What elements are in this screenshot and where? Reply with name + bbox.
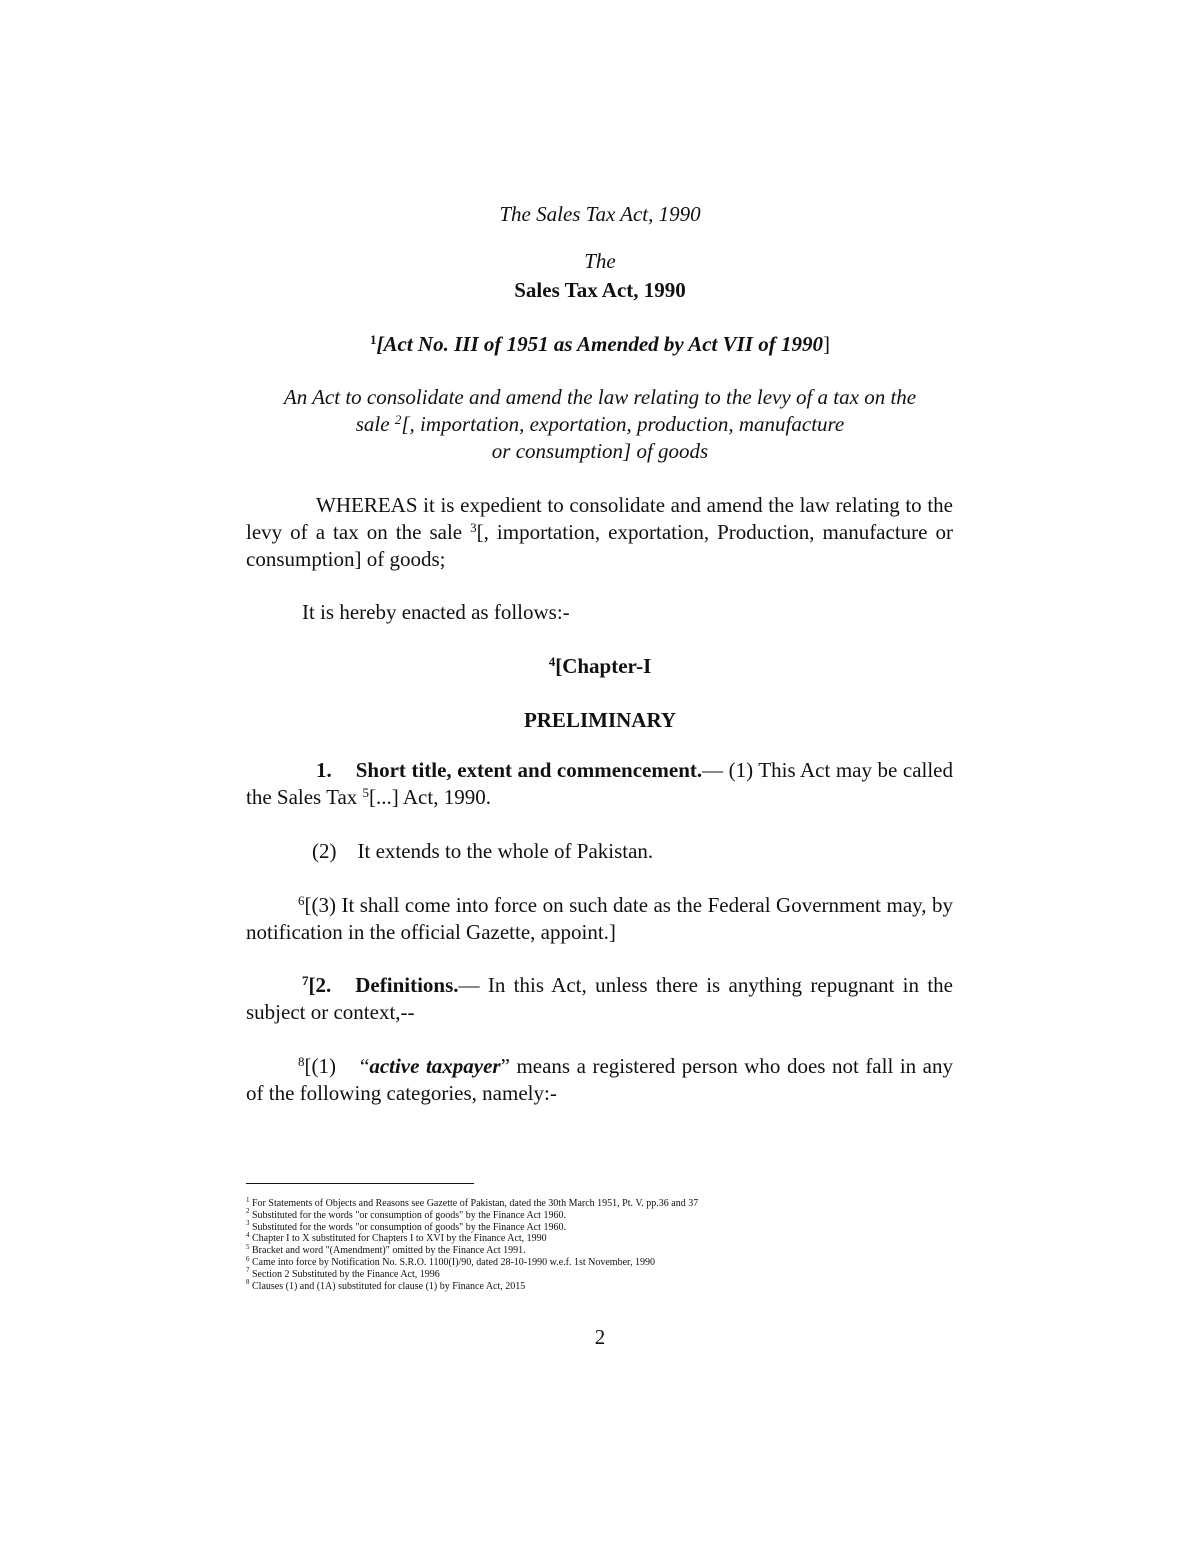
preliminary-heading: PRELIMINARY [523, 708, 677, 732]
footnote [246, 1242, 953, 1257]
footnote-mark: 8 [246, 1278, 250, 1287]
chapter-heading-text: [Chapter-I [555, 654, 652, 678]
preamble-line-2-a: sale [355, 412, 395, 436]
section-1-sub1-b: [...] Act, 1990. [369, 785, 491, 809]
whereas-part-1: WHEREAS it is expedient to consolidate and amend the law relating to the levy of a tax on the sale [246, 493, 953, 544]
act-reference [0, 331, 1200, 358]
footnote-text: Section 2 Substituted by the Finance Act, 1996 [252, 1268, 440, 1280]
footnote-text: Came into force by Notification No. S.R.O. 1100(I)/90, dated 28-10-1990 w.e.f. 1st November, 1990 [252, 1256, 655, 1268]
footnote-ref-5: 5 [362, 785, 370, 800]
footnote-ref-1: 1 [370, 332, 377, 347]
section-2-paragraph [246, 972, 953, 1026]
clause-1-paragraph [246, 1053, 953, 1107]
page-number: 2 [594, 1325, 606, 1349]
section-1-heading: Short title, extent and commencement. [355, 758, 703, 782]
act-reference-text: [Act No. III of 1951 as Amended by Act VII of 1990 [376, 332, 823, 356]
whereas-paragraph [246, 492, 953, 573]
section-1-sub-2: (2) It extends to the whole of Pakistan. [312, 839, 654, 863]
footnote-ref-8: 8 [298, 1054, 305, 1069]
footnote [246, 1278, 953, 1293]
preamble-line-2-b: [, importation, exportation, production, manufacture [401, 412, 845, 436]
clause-1-term: active taxpayer [369, 1054, 501, 1078]
preamble-line-1: An Act to consolidate and amend the law relating to the levy of a tax on the [283, 385, 917, 409]
clause-1-open-quote: “ [359, 1054, 370, 1078]
running-title: The Sales Tax Act, 1990 [499, 202, 701, 226]
footnote [246, 1219, 953, 1234]
footnote-text: Chapter I to X substituted for Chapters I to XVI by the Finance Act, 1990 [252, 1233, 547, 1245]
footnote-text: For Statements of Objects and Reasons see Gazette of Pakistan, dated the 30th March 1951, Pt. V. pp.36 and 37 [252, 1198, 699, 1209]
footnote-mark: 3 [246, 1219, 250, 1228]
footnote [246, 1195, 953, 1210]
footnote-mark: 7 [246, 1266, 250, 1275]
clause-1-close-quote: ” [500, 1054, 510, 1078]
section-1-number: 1. [316, 758, 332, 782]
footnote-text: Substituted for the words "or consumption of goods" by the Finance Act 1960. [252, 1221, 566, 1233]
section-1-sub1-a: (1) This Act may be called the Sales Tax [246, 758, 954, 809]
enacted-clause: It is hereby enacted as follows:- [302, 600, 570, 624]
section-1-sub-3-text: [(3) It shall come into force on such date as the Federal Government may, by notification in the official Gazette, appoint.] [246, 893, 953, 944]
section-2-number: [2. [308, 973, 332, 997]
footnote [246, 1266, 953, 1281]
whereas-part-2: [, importation, exportation, Production, manufacture or consumption] of goods; [246, 520, 953, 571]
preamble-line-2 [0, 411, 1200, 438]
footnote-mark: 4 [246, 1231, 250, 1240]
section-2-text: — In this Act, unless there is anything repugnant in the subject or context,-- [246, 973, 953, 1024]
footnote-mark: 6 [246, 1254, 250, 1263]
footnote-ref-3: 3 [470, 520, 477, 535]
section-1-paragraph [246, 757, 953, 811]
footnote-mark: 1 [246, 1195, 250, 1204]
footnote-separator [246, 1183, 474, 1184]
footnote-ref-7: 7 [302, 973, 309, 988]
footnote-text: Substituted for the words "or consumption of goods" by the Finance Act 1960. [252, 1209, 566, 1221]
footnote-ref-2: 2 [394, 412, 402, 427]
clause-1-text: means a registered person who does not fall in any of the following categories, namely:- [246, 1054, 953, 1105]
footnote-ref-4: 4 [548, 654, 556, 669]
footnote-text: Clauses (1) and (1A) substituted for clause (1) by Finance Act, 2015 [252, 1280, 526, 1292]
footnote-mark: 2 [246, 1207, 250, 1216]
footnote-text: Bracket and word "(Amendment)" omitted by the Finance Act 1991. [252, 1245, 526, 1257]
section-1-sub-3 [246, 892, 953, 946]
title-line-1: The [584, 249, 616, 273]
section-2-heading: Definitions. [355, 973, 459, 997]
footnote-mark: 5 [246, 1242, 250, 1251]
footnote [246, 1207, 953, 1222]
title-line-2: Sales Tax Act, 1990 [514, 278, 686, 302]
act-reference-close: ] [822, 332, 830, 356]
clause-1-number: [(1) [304, 1054, 336, 1078]
section-1-dash: — [702, 758, 729, 782]
chapter-heading [0, 653, 1200, 680]
footnote [246, 1233, 953, 1245]
preamble-line-3: or consumption] of goods [491, 439, 709, 463]
footnote [246, 1254, 953, 1269]
footnote-ref-6: 6 [298, 893, 305, 908]
footnotes [246, 1195, 953, 1292]
